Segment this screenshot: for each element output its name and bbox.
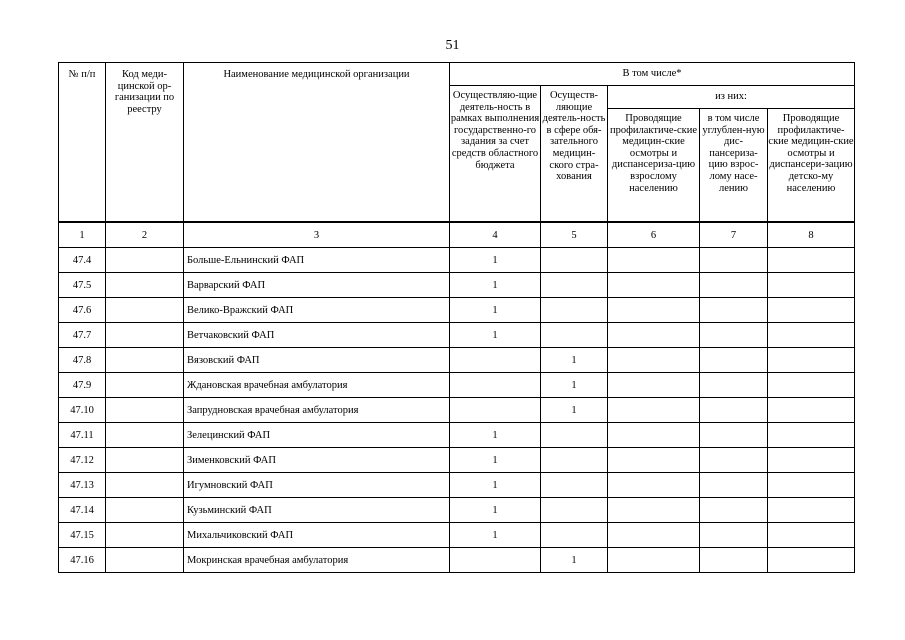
in-depth-checkups-cell (700, 323, 768, 348)
row-number-cell: 47.16 (59, 548, 106, 573)
row-number-cell: 47.10 (59, 398, 106, 423)
org-name-cell: Кузьминский ФАП (184, 498, 450, 523)
oms-activity-cell (541, 248, 608, 273)
row-number-cell: 47.11 (59, 423, 106, 448)
oms-activity-cell (541, 473, 608, 498)
medical-organizations-table (58, 62, 855, 573)
table-row (59, 248, 855, 273)
header-state-assignment: Осуществляю-щие деятель-ность в рамках выполнения государственно-го задания за счет средств областного бюджета (450, 86, 541, 223)
in-depth-checkups-cell (700, 348, 768, 373)
adult-checkups-cell (608, 423, 700, 448)
row-number-cell: 47.8 (59, 348, 106, 373)
child-checkups-cell (768, 398, 855, 423)
header-of-them: из них: (608, 86, 855, 109)
table-row (59, 423, 855, 448)
header-org-name: Наименование медицинской организации (184, 63, 450, 223)
adult-checkups-cell (608, 398, 700, 423)
state-assignment-cell (450, 548, 541, 573)
child-checkups-cell (768, 498, 855, 523)
oms-activity-cell: 1 (541, 548, 608, 573)
row-number-cell: 47.5 (59, 273, 106, 298)
column-number: 2 (106, 222, 184, 248)
state-assignment-cell: 1 (450, 248, 541, 273)
org-name-cell: Вязовский ФАП (184, 348, 450, 373)
org-code-cell (106, 448, 184, 473)
org-code-cell (106, 498, 184, 523)
table-row (59, 473, 855, 498)
table-row (59, 498, 855, 523)
column-numbers-row (59, 222, 855, 248)
org-code-cell (106, 323, 184, 348)
child-checkups-cell (768, 273, 855, 298)
org-name-cell: Запрудновская врачебная амбулатория (184, 398, 450, 423)
oms-activity-cell (541, 273, 608, 298)
page-number: 51 (445, 38, 460, 53)
state-assignment-cell: 1 (450, 298, 541, 323)
org-name-cell: Варварский ФАП (184, 273, 450, 298)
adult-checkups-cell (608, 373, 700, 398)
org-code-cell (106, 348, 184, 373)
row-number-cell: 47.12 (59, 448, 106, 473)
in-depth-checkups-cell (700, 473, 768, 498)
org-code-cell (106, 523, 184, 548)
child-checkups-cell (768, 423, 855, 448)
state-assignment-cell (450, 348, 541, 373)
in-depth-checkups-cell (700, 423, 768, 448)
column-number: 8 (768, 222, 855, 248)
org-code-cell (106, 248, 184, 273)
adult-checkups-cell (608, 248, 700, 273)
oms-activity-cell: 1 (541, 373, 608, 398)
row-number-cell: 47.4 (59, 248, 106, 273)
in-depth-checkups-cell (700, 523, 768, 548)
child-checkups-cell (768, 548, 855, 573)
org-name-cell: Велико-Вражский ФАП (184, 298, 450, 323)
child-checkups-cell (768, 373, 855, 398)
header-in-depth-checkups: в том числе углублен-ную дис-пансериза-цию взрос-лому насе-лению (700, 109, 768, 223)
adult-checkups-cell (608, 473, 700, 498)
in-depth-checkups-cell (700, 373, 768, 398)
column-number: 5 (541, 222, 608, 248)
oms-activity-cell (541, 448, 608, 473)
adult-checkups-cell (608, 348, 700, 373)
row-number-cell: 47.15 (59, 523, 106, 548)
org-code-cell (106, 298, 184, 323)
child-checkups-cell (768, 248, 855, 273)
header-row-number: № п/п (59, 63, 106, 223)
table-row (59, 273, 855, 298)
oms-activity-cell (541, 423, 608, 448)
org-name-cell: Мокринская врачебная амбулатория (184, 548, 450, 573)
row-number-cell: 47.14 (59, 498, 106, 523)
child-checkups-cell (768, 448, 855, 473)
column-number: 7 (700, 222, 768, 248)
oms-activity-cell (541, 498, 608, 523)
table-row (59, 323, 855, 348)
org-code-cell (106, 423, 184, 448)
table-row (59, 373, 855, 398)
table-row (59, 548, 855, 573)
state-assignment-cell: 1 (450, 448, 541, 473)
header-including-group: В том числе* (450, 63, 855, 86)
adult-checkups-cell (608, 273, 700, 298)
column-number: 4 (450, 222, 541, 248)
oms-activity-cell (541, 523, 608, 548)
state-assignment-cell: 1 (450, 498, 541, 523)
table-row (59, 298, 855, 323)
in-depth-checkups-cell (700, 248, 768, 273)
table-row (59, 398, 855, 423)
org-name-cell: Михальчиковский ФАП (184, 523, 450, 548)
adult-checkups-cell (608, 498, 700, 523)
state-assignment-cell (450, 398, 541, 423)
in-depth-checkups-cell (700, 498, 768, 523)
in-depth-checkups-cell (700, 398, 768, 423)
adult-checkups-cell (608, 323, 700, 348)
state-assignment-cell: 1 (450, 423, 541, 448)
state-assignment-cell: 1 (450, 273, 541, 298)
org-code-cell (106, 473, 184, 498)
state-assignment-cell: 1 (450, 523, 541, 548)
state-assignment-cell: 1 (450, 323, 541, 348)
org-name-cell: Игумновский ФАП (184, 473, 450, 498)
oms-activity-cell (541, 298, 608, 323)
in-depth-checkups-cell (700, 273, 768, 298)
row-number-cell: 47.6 (59, 298, 106, 323)
org-code-cell (106, 373, 184, 398)
row-number-cell: 47.9 (59, 373, 106, 398)
child-checkups-cell (768, 348, 855, 373)
oms-activity-cell: 1 (541, 398, 608, 423)
table-row (59, 448, 855, 473)
org-name-cell: Зименковский ФАП (184, 448, 450, 473)
oms-activity-cell (541, 323, 608, 348)
child-checkups-cell (768, 323, 855, 348)
in-depth-checkups-cell (700, 448, 768, 473)
in-depth-checkups-cell (700, 298, 768, 323)
org-code-cell (106, 273, 184, 298)
org-name-cell: Ветчаковский ФАП (184, 323, 450, 348)
adult-checkups-cell (608, 548, 700, 573)
org-name-cell: Больше-Ельнинский ФАП (184, 248, 450, 273)
header-child-checkups: Проводящие профилактиче-ские медицин-ские осмотры и диспансери-зацию детско-му населению (768, 109, 855, 223)
child-checkups-cell (768, 473, 855, 498)
org-code-cell (106, 398, 184, 423)
org-name-cell: Зелецинский ФАП (184, 423, 450, 448)
column-number: 1 (59, 222, 106, 248)
oms-activity-cell: 1 (541, 348, 608, 373)
header-adult-checkups: Проводящие профилактиче-ские медицин-ские осмотры и диспансериза-цию взрослому населению (608, 109, 700, 223)
column-number: 6 (608, 222, 700, 248)
row-number-cell: 47.13 (59, 473, 106, 498)
org-name-cell: Ждановская врачебная амбулатория (184, 373, 450, 398)
adult-checkups-cell (608, 523, 700, 548)
in-depth-checkups-cell (700, 548, 768, 573)
adult-checkups-cell (608, 448, 700, 473)
row-number-cell: 47.7 (59, 323, 106, 348)
child-checkups-cell (768, 298, 855, 323)
header-oms-activity: Осуществ-ляющие деятель-ность в сфере обя-зательного медицин-ского стра-хования (541, 86, 608, 223)
org-code-cell (106, 548, 184, 573)
column-number: 3 (184, 222, 450, 248)
state-assignment-cell: 1 (450, 473, 541, 498)
adult-checkups-cell (608, 298, 700, 323)
table-row (59, 348, 855, 373)
state-assignment-cell (450, 373, 541, 398)
header-org-code: Код меди-цинской ор-ганизации по реестру (106, 63, 184, 223)
child-checkups-cell (768, 523, 855, 548)
table-row (59, 523, 855, 548)
